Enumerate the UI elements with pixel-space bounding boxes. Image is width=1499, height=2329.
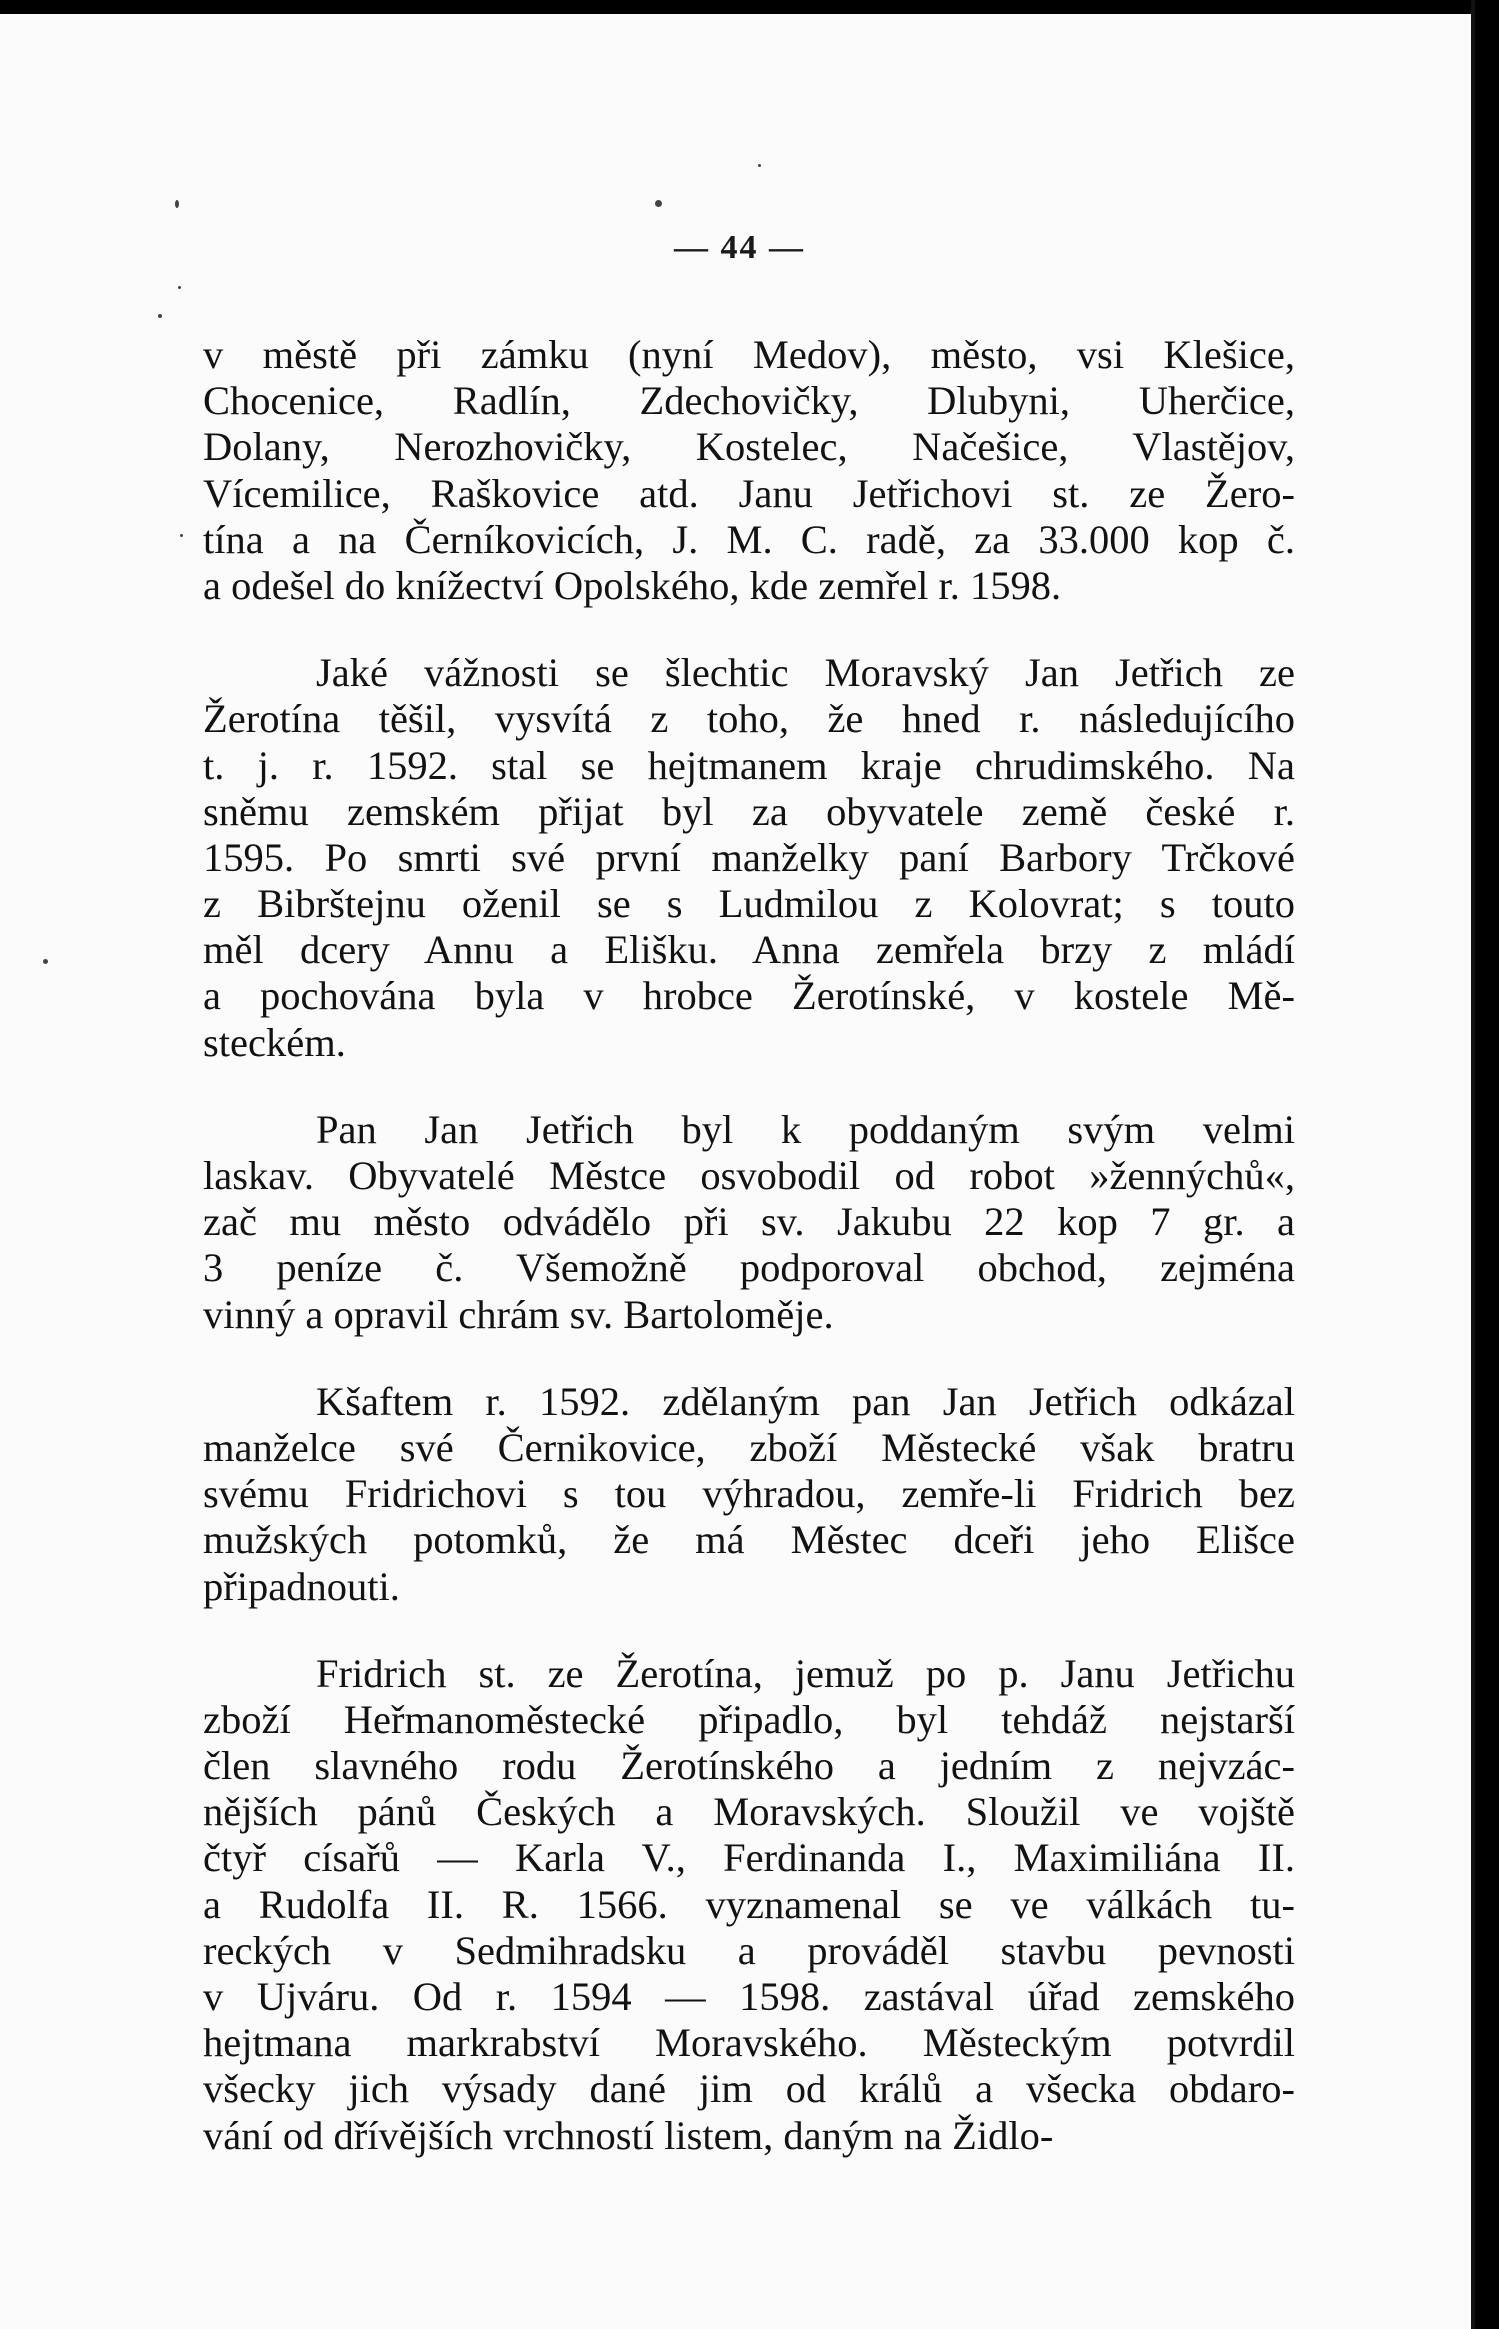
- text-line: Kšaftem r. 1592. zdělaným pan Jan Jetřich odkázal: [316, 1378, 1295, 1424]
- page-number: — 44 —: [674, 229, 805, 266]
- scan-speck: [758, 164, 761, 167]
- body-text: [203, 332, 1295, 2200]
- book-page: [0, 14, 1475, 2329]
- text-line: v městě při zámku (nyní Medov), město, vsi Klešice,: [203, 332, 1295, 377]
- text-line: Jaké vážnosti se šlechtic Moravský Jan Jetřich ze: [316, 650, 1295, 696]
- text-line: a odešel do knížectví Opolského, kde zemřel r. 1598.: [203, 562, 1062, 608]
- text-line: člen slavného rodu Žerotínského a jedním z nejvzác-: [203, 1743, 1295, 1789]
- text-line: Dolany, Nerozhovičky, Kostelec, Načešice, Vlastějov,: [203, 424, 1295, 470]
- text-line: a pochována byla v hrobce Žerotínské, v kostele Mě-: [203, 973, 1295, 1019]
- text-line: Chocenice, Radlín, Zdechovičky, Dlubyni, Uherčice,: [203, 378, 1295, 424]
- text-line: Fridrich st. ze Žerotína, jemuž po p. Janu Jetřichu: [316, 1650, 1295, 1696]
- text-line: v Ujváru. Od r. 1594 — 1598. zastával úřad zemského: [203, 1974, 1295, 2019]
- text-line: z Bibrštejnu oženil se s Ludmilou z Kolovrat; s touto: [203, 881, 1295, 927]
- scan-speck: [175, 200, 179, 208]
- paragraph: [203, 332, 1295, 609]
- text-line: steckém.: [203, 1019, 346, 1065]
- text-line: tína a na Černíkovicích, J. M. C. radě, za 33.000 kop č.: [203, 516, 1295, 562]
- text-line: vinný a opravil chrám sv. Bartoloměje.: [203, 1291, 834, 1337]
- text-line: sněmu zemském přijat byl za obyvatele země české r.: [203, 788, 1295, 834]
- text-line: připadnouti.: [203, 1563, 400, 1609]
- scan-speck: [655, 200, 662, 207]
- text-line: reckých v Sedmihradsku a prováděl stavbu pevnosti: [203, 1927, 1295, 1973]
- paragraph: [203, 1379, 1295, 1610]
- text-line: 1595. Po smrti své první manželky paní Barbory Trčkové: [203, 834, 1295, 880]
- text-line: měl dcery Annu a Elišku. Anna zemřela brzy z mládí: [203, 927, 1295, 973]
- scan-speck: [180, 534, 183, 537]
- text-line: všecky jich výsady dané jim od králů a všecka obdaro-: [203, 2066, 1295, 2112]
- text-line: 3 peníze č. Všemožně podporoval obchod, zejména: [203, 1245, 1295, 1291]
- text-line: nějších pánů Českých a Moravských. Sloužil ve vojště: [203, 1789, 1295, 1835]
- paragraph: [203, 1651, 1295, 2159]
- text-line: a Rudolfa II. R. 1566. vyznamenal se ve válkách tu-: [203, 1881, 1295, 1927]
- scan-speck: [178, 286, 181, 289]
- text-line: t. j. r. 1592. stal se hejtmanem kraje chrudimského. Na: [203, 742, 1295, 788]
- text-line: svému Fridrichovi s tou výhradou, zemře-li Fridrich bez: [203, 1471, 1295, 1517]
- scan-speck: [158, 314, 162, 318]
- text-line: laskav. Obyvatelé Městce osvobodil od robot »žennýchů«,: [203, 1153, 1295, 1198]
- paragraph: [203, 650, 1295, 1066]
- text-line: zač mu město odvádělo při sv. Jakubu 22 kop 7 gr. a: [203, 1199, 1295, 1245]
- text-line: hejtmana markrabství Moravského. Městeckým potvrdil: [203, 2020, 1295, 2066]
- text-line: vání od dřívějších vrchností listem, daným na Židlo-: [203, 2112, 1054, 2158]
- text-line: zboží Heřmanoměstecké připadlo, byl tehdáž nejstarší: [203, 1696, 1295, 1742]
- binding-edge: [1475, 0, 1499, 2329]
- text-line: Pan Jan Jetřich byl k poddaným svým velmi: [316, 1106, 1295, 1152]
- scan-speck: [43, 959, 48, 964]
- text-line: čtyř císařů — Karla V., Ferdinanda I., Maximiliána II.: [203, 1835, 1295, 1881]
- text-line: mužských potomků, že má Městec dceři jeho Elišce: [203, 1517, 1295, 1563]
- paragraph: [203, 1107, 1295, 1338]
- text-line: Vícemilice, Raškovice atd. Janu Jetřichovi st. ze Žero-: [203, 470, 1295, 516]
- text-line: manželce své Černikovice, zboží Městecké však bratru: [203, 1424, 1295, 1470]
- text-line: Žerotína těšil, vysvítá z toho, že hned r. následujícího: [203, 696, 1295, 742]
